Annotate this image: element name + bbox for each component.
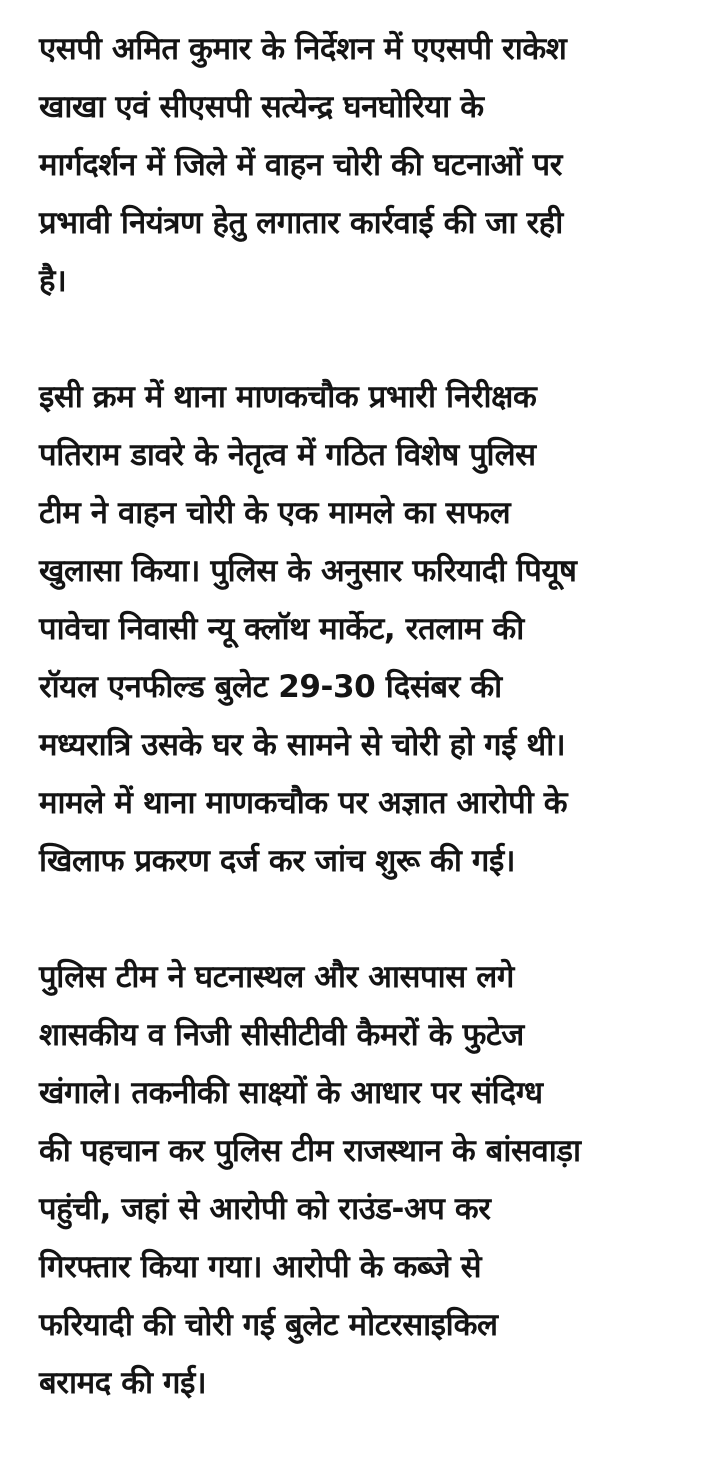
text-line: पतिराम डावरे के नेतृत्व में गठित विशेष पुलिस <box>39 437 536 473</box>
text-line: टीम ने वाहन चोरी के एक मामले का सफल <box>39 495 511 531</box>
text-line: प्रभावी नियंत्रण हेतु लगातार कार्रवाई की जा रही <box>39 205 563 241</box>
text-line: गिरफ्तार किया गया। आरोपी के कब्जे से <box>39 1249 482 1285</box>
text-line: मामले में थाना माणकचौक पर अज्ञात आरोपी के <box>39 785 568 821</box>
paragraph-3 <box>39 948 709 1412</box>
text-line: पावेचा निवासी न्यू क्लॉथ मार्केट, रतलाम की <box>39 611 524 647</box>
text-line: शासकीय व निजी सीसीटीवी कैमरों के फुटेज <box>39 1017 524 1053</box>
text-line: इसी क्रम में थाना माणकचौक प्रभारी निरीक्षक <box>39 379 537 415</box>
text-line: है। <box>39 263 67 299</box>
text-line: पहुंची, जहां से आरोपी को राउंड-अप कर <box>39 1191 491 1227</box>
text-line: खुलासा किया। पुलिस के अनुसार फरियादी पियूष <box>39 553 577 589</box>
text-line: मध्यरात्रि उसके घर के सामने से चोरी हो गई थी। <box>39 727 566 763</box>
paragraph-1 <box>39 20 709 310</box>
text-line: पुलिस टीम ने घटनास्थल और आसपास लगे <box>39 959 514 995</box>
text-line: बरामद की गई। <box>39 1365 207 1401</box>
text-line: की पहचान कर पुलिस टीम राजस्थान के बांसवाड़ा <box>39 1133 581 1169</box>
text-line: एसपी अमित कुमार के निर्देशन में एएसपी राकेश <box>39 31 567 67</box>
text-line: खिलाफ प्रकरण दर्ज कर जांच शुरू की गई। <box>39 843 516 879</box>
paragraph-2 <box>39 368 709 890</box>
text-line: खाखा एवं सीएसपी सत्येन्द्र घनघोरिया के <box>39 89 484 125</box>
text-line: मार्गदर्शन में जिले में वाहन चोरी की घटनाओं पर <box>39 147 562 183</box>
news-article-body <box>39 20 709 1470</box>
text-line: खंगाले। तकनीकी साक्ष्यों के आधार पर संदिग्ध <box>39 1075 543 1111</box>
text-line: फरियादी की चोरी गई बुलेट मोटरसाइकिल <box>39 1307 498 1343</box>
text-line: रॉयल एनफील्ड बुलेट 29-30 दिसंबर की <box>39 669 502 705</box>
